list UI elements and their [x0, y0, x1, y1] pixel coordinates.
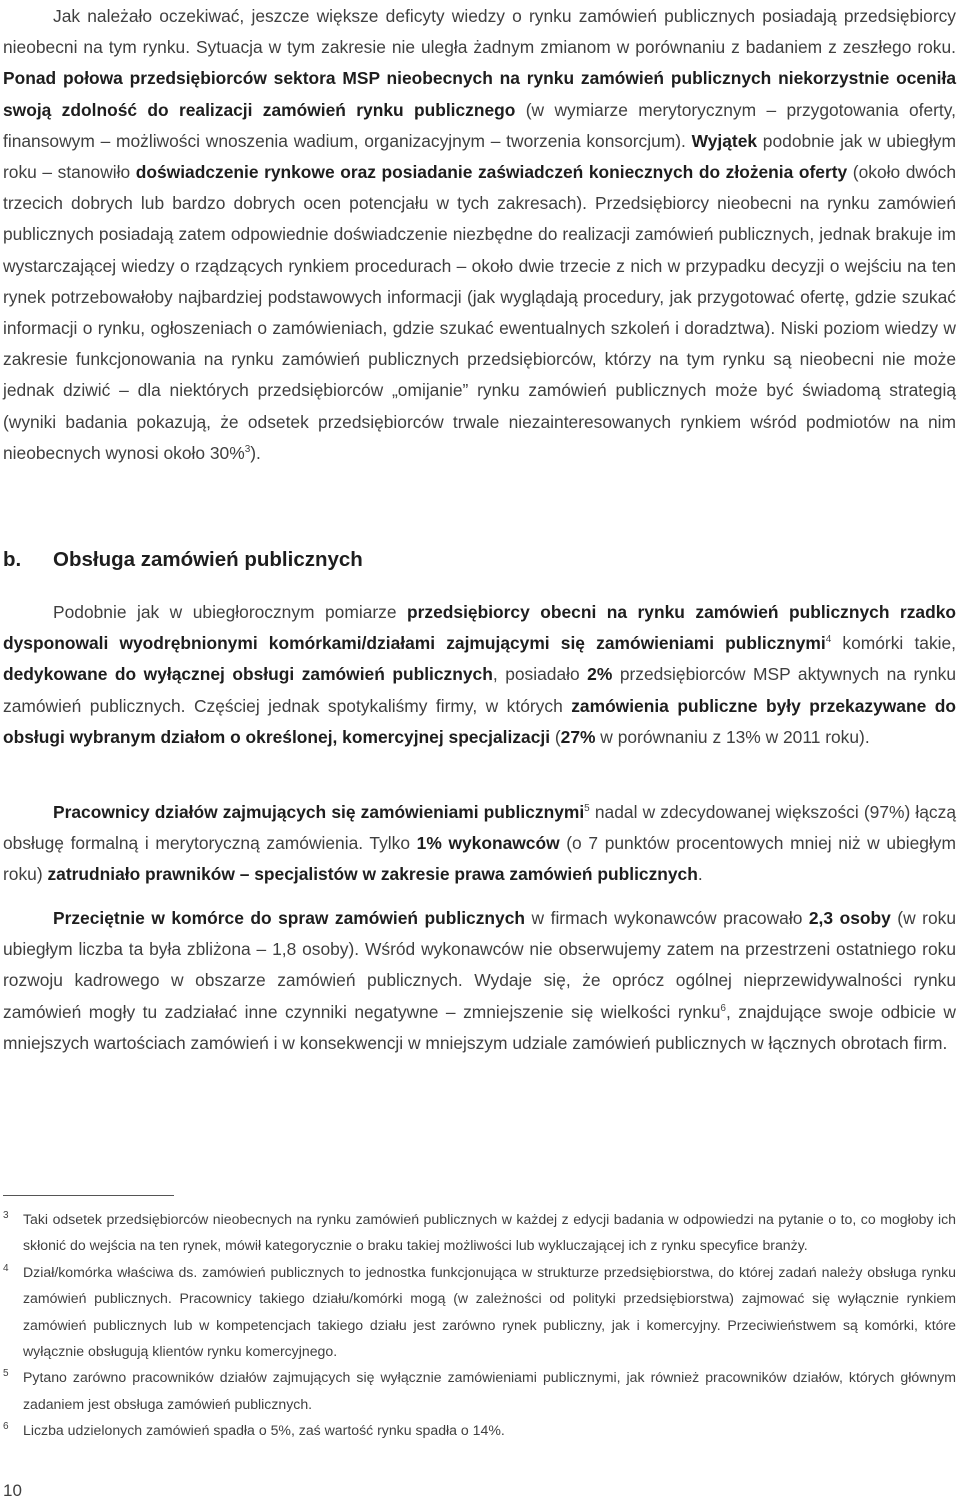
bold-run: przedsiębiorcy obecni na rynku zamówień publicznych rzadko dysponowali wyodrębnionymi komórkami/działami zajmującymi się zamówieniami publicznymi [3, 602, 956, 654]
text-run: (w wymiarze merytorycznym – przygotowania oferty, finansowym – możliwości wnoszenia wadium, organizacyjnym – tworzenia konsorcjum). [3, 99, 956, 151]
footnote-number: 4 [3, 1262, 9, 1274]
bold-run: 1% wykonawców [416, 833, 560, 854]
text-run: ). [250, 442, 261, 463]
text-run: w porównaniu z 13% w 2011 roku). [595, 726, 870, 747]
section-title: Obsługa zamówień publicznych [53, 548, 363, 571]
text-run: (o 7 punktów procentowych mniej niż w ubiegłym roku) [3, 833, 956, 885]
footnote-item [3, 1259, 956, 1365]
page-number: 10 [3, 1481, 22, 1500]
text-run: (około dwóch trzecich dobrych lub bardzo dobrych ocen potencjału w tych zakresach). Przedsiębiorcy nieobecni na rynku zamówień publicznych posiadają zatem odpowiednie doświadczenie niezbędne do realizacji zamówień publicznych, jednak brakuje im wystarczającej wiedzy o rządzących rynkiem procedurach – około dwie trzecie z nich w przypadku decyzji o wejściu na ten rynek potrzebowałoby najbardziej podstawowych informacji (jak wyglądają procedury, jak przygotować ofertę, gdzie szukać informacji o rynku, ogłoszeniach o zamówieniach, gdzie szukać ewentualnych szkoleń i doradztwa). Niski poziom wiedzy w zakresie funkcjonowania na rynku zamówień publicznych przedsiębiorców, którzy na tym rynku są nieobecni nie może jednak dziwić – dla niektórych przedsiębiorców „omijanie” rynku zamówień publicznych może być świadomą strategią (wyniki badania pokazują, że odsetek przedsiębiorców trwale niezainteresowanych rynkiem wśród podmiotów na nim nieobecnych wynosi około 30% [3, 162, 957, 463]
text-run: Jak należało oczekiwać, jeszcze większe deficyty wiedzy o rynku zamówień publicznych posiadają przedsiębiorcy nieobecni na tym rynku. Sytuacja w tym zakresie nie uległa żadnym zmianom w porównaniu z badaniem z zeszłego roku. [3, 6, 956, 58]
text-run: nadal w zdecydowanej większości (97%) łączą obsługę formalną i merytoryczną zamówienia. Tylko [3, 802, 956, 854]
footnote-ref-5[interactable]: 5 [584, 803, 590, 815]
footnote-text: Dział/komórka właściwa ds. zamówień publicznych to jednostka funkcjonująca w strukturze przedsiębiorstwa, do której zadań należy obsługa rynku zamówień publicznych. Pracownicy takiego działu/komórki mogą (w zależności od polityki przedsiębiorstwa) zajmować się wyłącznie rynkiem zamówień publicznych lub w kompetencjach takiego działu jest zarówno rynek publiczny, jak i komercyjny. Przeciwieństwem są komórki, które wyłącznie obsługują klientów rynku komercyjnego. [23, 1263, 956, 1360]
bold-run: 27% [560, 726, 596, 747]
footnote-ref-3[interactable]: 3 [244, 444, 251, 456]
text-run: Podobnie jak w ubiegłorocznym pomiarze [53, 602, 408, 622]
bold-run: doświadczenie rynkowe oraz posiadanie zaświadczeń koniecznych do złożenia oferty [135, 162, 848, 183]
text-run: w firmach wykonawców pracowało [525, 908, 809, 928]
footnote-item [3, 1417, 956, 1443]
text-run: komórki takie, [831, 633, 957, 654]
footnote-divider [3, 1195, 174, 1196]
text-run: ( [550, 726, 561, 747]
text-run: podobnie jak w ubiegłym roku – stanowiło [3, 130, 956, 183]
footnote-ref-4[interactable]: 4 [825, 634, 832, 646]
footnote-number: 3 [3, 1210, 9, 1221]
footnote-number: 5 [3, 1368, 9, 1380]
bold-run: Wyjątek [691, 130, 758, 151]
section-letter: b. [3, 548, 22, 571]
footnote-text: Pytano zarówno pracowników działów zajmujących się wyłącznie zamówieniami publicznymi, jak również pracowników działów, których głównym zadaniem jest obsługa zamówień publicznych. [23, 1369, 956, 1412]
text-run: (w roku ubiegłym liczba ta była zbliżona – 1,8 osoby). Wśród wykonawców nie obserwujemy zatem na przestrzeni ostatniego roku rozwoju kadrowego w obszarze zamówień publicznych. Wydaje się, że oprócz ogólnej nieprzewidywalności rynku zamówień mogły tu zadziałać inne czynniki negatywne – zmniejszenie się wielkości rynku [3, 908, 956, 1022]
footnote-ref-6[interactable]: 6 [720, 1002, 726, 1014]
bold-run: Przeciętnie w komórce do spraw zamówień publicznych [53, 908, 526, 928]
bold-run: Pracownicy działów zajmujących się zamówieniami publicznymi [53, 802, 585, 822]
footnote-text: Liczba udzielonych zamówień spadła o 5%, zaś wartość rynku spadła o 14%. [23, 1422, 505, 1439]
footnote-item [3, 1206, 956, 1259]
bold-run: zatrudniało prawników – specjalistów w zakresie prawa zamówień publicznych [47, 864, 698, 885]
footnote-item [3, 1364, 956, 1417]
bold-run: dedykowane do wyłącznej obsługi zamówień publicznych [3, 664, 493, 685]
text-run: , posiadało [492, 664, 588, 685]
bold-run: 2% [587, 664, 613, 685]
footnote-number: 6 [3, 1421, 9, 1433]
section-heading [3, 545, 363, 575]
paragraph-departments [3, 597, 956, 753]
paragraph-average-staff [3, 903, 956, 1059]
text-run: . [697, 864, 703, 885]
footnotes [3, 1206, 956, 1444]
footnote-text: Taki odsetek przedsiębiorców nieobecnych na rynku zamówień publicznych w każdej z edycji badania w odpowiedzi na pytanie o to, co mogłoby ich skłonić do wejścia na ten rynek, mówił kategorycznie o braku takiej możliwości lub wykluczającej ich z rynku specyfice branży. [23, 1211, 956, 1254]
bold-run: Ponad połowa przedsiębiorców sektora MSP nieobecnych na rynku zamówień publicznych niekorzystnie oceniła swoją zdolność do realizacji zamówień rynku publicznego [3, 68, 956, 120]
text-run: przedsiębiorców MSP aktywnych na rynku zamówień publicznych. Częściej jednak spotykaliśmy firmy, w których [3, 664, 956, 716]
paragraph-msp-absent-knowledge [3, 1, 956, 469]
bold-run: zamówienia publiczne były przekazywane do obsługi wybranym działom o określonej, komercyjnej specjalizacji [3, 695, 957, 747]
bold-run: 2,3 osoby [808, 908, 891, 928]
text-run: , znajdujące swoje odbicie w mniejszych wartościach zamówień i w konsekwencji w mniejszym udziale zamówień publicznych w łącznych obrotach firm. [3, 1001, 956, 1053]
paragraph-staff [3, 797, 956, 891]
